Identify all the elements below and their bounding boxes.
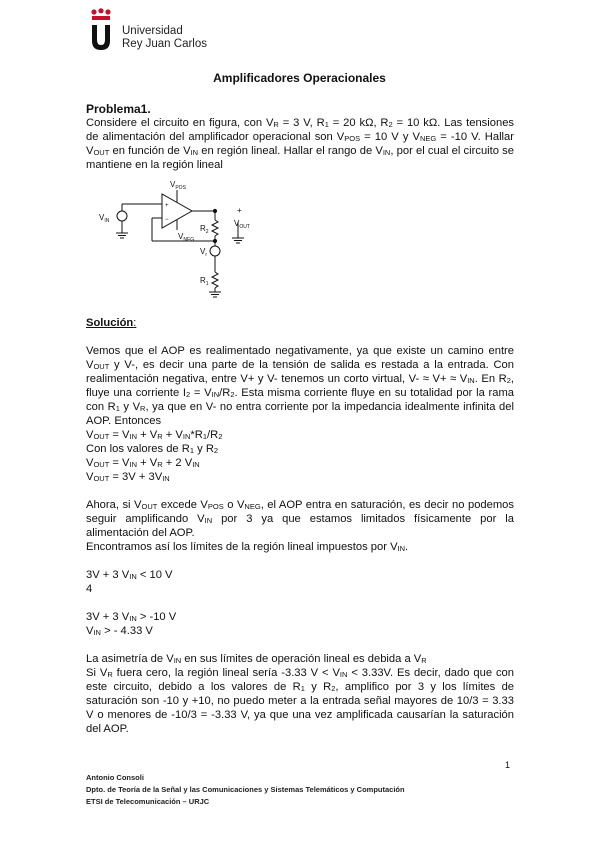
vin-source-icon — [117, 211, 127, 221]
svg-text:VOUT: $V_{OUT}$ — [234, 219, 250, 230]
footer-school: ETSI de Telecomunicación – URJC — [86, 797, 210, 806]
equation-2: $V_{OUT} = V_{IN} + V_R + 2$ $V_{IN}$ — [86, 457, 200, 469]
inequality-1-result: 4 — [86, 583, 93, 595]
opamp-circuit-diagram — [92, 176, 272, 306]
r2-label: R — [200, 224, 206, 233]
page-footer — [86, 772, 405, 808]
university-line-2: Rey Juan Carlos — [122, 38, 208, 50]
equation-intro: Con los valores de $R_1$ y $R_2$ — [86, 443, 219, 455]
vpos-label: V — [170, 180, 176, 189]
r1-label: R — [200, 276, 206, 285]
solution-paragraph-2: Ahora, si $V_{OUT}$ excede $V_{POS}$ o $V_{NEG}$, el AOP entra en saturación, es decir no podemos seguir amplificando $V_{IN}$ por 3 ya que estamos limitados físicamente por la alimentación del AOP. — [86, 499, 514, 539]
vin-label: V — [99, 213, 105, 222]
vneg-label: V — [178, 232, 184, 241]
solution-heading: Solución: — [86, 317, 137, 329]
svg-text:R2: $R_2$ — [200, 224, 209, 235]
vout-plus-label: + — [237, 206, 242, 215]
footer-department: Dpto. de Teoría de la Señal y las Comunicaciones y Sistemas Telemáticos y Computación — [86, 785, 405, 794]
university-name — [122, 25, 207, 51]
page-number: 1 — [505, 760, 511, 770]
solution-paragraph-5: Si $V_R$ fuera cero, la región lineal sería -3.33 $V < V_{IN} < 3.33V$. Es decir, dado que con este circuito, debido a los valores de $R_1$ y $R_2$, amplifico por 3 y los límites de saturación son -10 y +10, no puedo meter a la entrada señal mayores de 10/3 = 3.33 V o menores de -10/3 = -3.33 V, ya que una vez amplificada causarían la saturación del AOP. — [86, 667, 515, 735]
university-logo — [88, 8, 228, 52]
university-crown-u-icon — [88, 8, 114, 52]
vr-label: V — [200, 247, 206, 256]
inequality-2-result: $V_{IN}$ > - 4.33 V — [86, 625, 153, 637]
svg-text:Vr: $V_r$ — [200, 247, 208, 258]
document-title: Amplificadores Operacionales — [213, 71, 386, 85]
problem-heading: Problema1. — [86, 102, 151, 116]
problem-statement: Considere el circuito en figura, con $V_R = 3$ V, $R_1 = 20$ kΩ, $R_2 = 10$ kΩ. Las tensiones de alimentación del amplificador operacional son $V_{POS} = 10$ V y $V_{NEG} = -10$ V. Hallar $V_{OUT}$ en función de $V_{IN}$ en región lineal. Hallar el rango de $V_{IN}$, por el cual el circuito se mantiene en la región lineal — [86, 117, 515, 171]
document-body — [86, 102, 514, 736]
resistor-r1-icon — [212, 272, 218, 288]
opamp-plus-label: + — [165, 203, 169, 209]
equation-1: $V_{OUT} = V_{IN} + V_R + V_{IN}*R_1/R_2$ — [86, 429, 223, 441]
solution-paragraph-4: La asimetría de $V_{IN}$ en sus límites de operación lineal es debida a $V_R$ — [86, 653, 427, 665]
equation-3: $V_{OUT} = 3V + 3V_{IN}$ — [86, 471, 170, 483]
vr-source-icon — [210, 246, 220, 256]
university-line-1: Universidad — [122, 25, 183, 37]
opamp-minus-label: − — [165, 217, 169, 223]
inequality-1: 3V + 3 $V_{IN} < 10$ V — [86, 569, 173, 581]
inequality-2: 3V + 3 $V_{IN} > -10$ V — [86, 611, 177, 623]
vout-label: V — [234, 219, 240, 228]
svg-text:VNEG: $V_{NEG}$ — [178, 232, 195, 243]
svg-text:R1: $R_1$ — [200, 276, 209, 287]
footer-author: Antonio Consoli — [86, 773, 144, 782]
svg-text:VPOS: $V_{POS}$ — [170, 180, 186, 191]
svg-text:VIN: $V_{IN}$ — [99, 213, 110, 224]
solution-paragraph-3: Encontramos así los límites de la región lineal impuestos por $V_{IN}$. — [86, 541, 409, 553]
solution-paragraph-1: Vemos que el AOP es realimentado negativamente, ya que existe un camino entre $V_{OUT}$ y V-, es decir una parte de la tensión de salida es restada a la entrada. Con realimentación negativa, entre V+ y V- tenemos un corto virtual, $V- \approx V+ \approx V_{IN}$. En $R_2$, fluye una corriente $I_2 = V_{IN}/R_2$. Esta misma corriente fluye en su totalidad por la rama con $R_1$ y $V_R$, ya que en V- no entra corriente por la impedancia idealmente infinita del AOP. Entonces — [86, 345, 514, 427]
resistor-r2-icon — [212, 220, 218, 236]
